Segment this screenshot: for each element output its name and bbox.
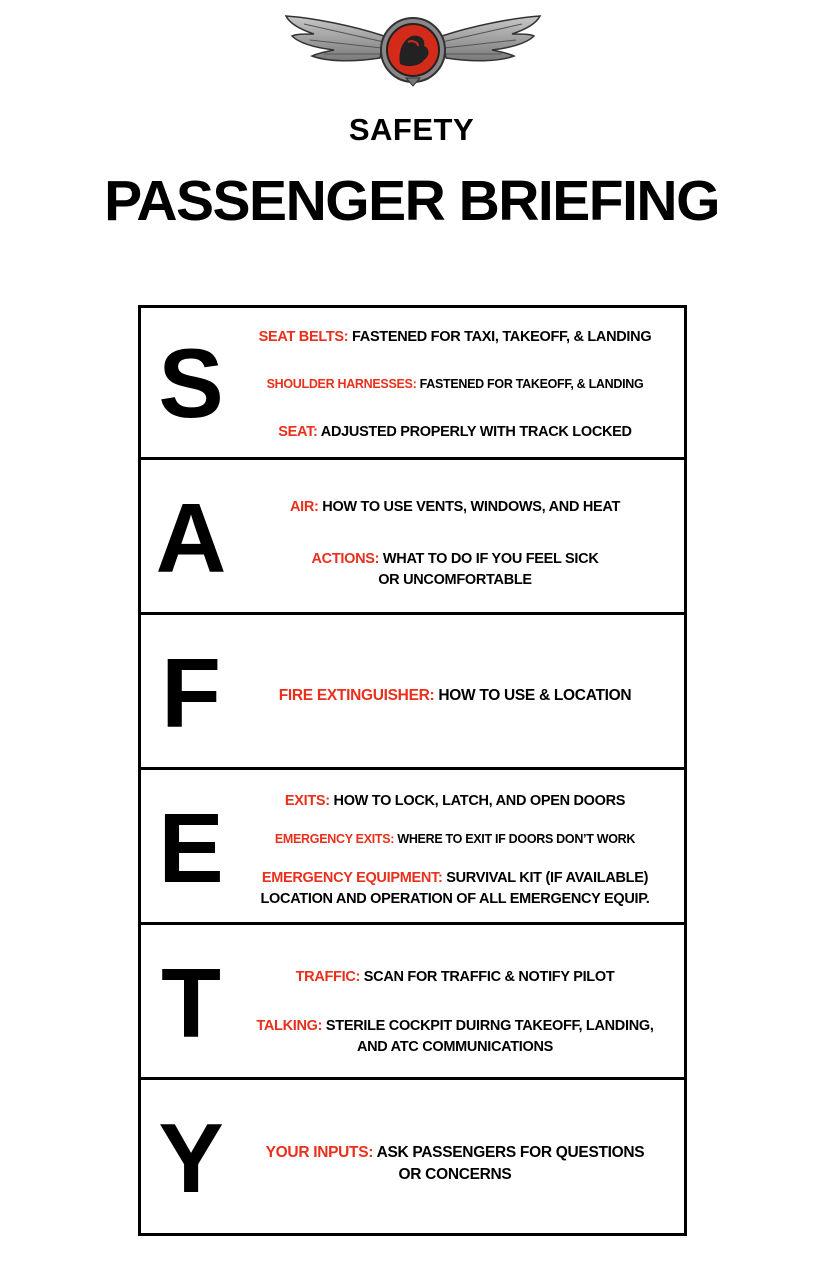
safety-table [138,305,687,1236]
item-label: EXITS: [284,793,330,809]
item-line [229,791,681,812]
item-label: SHOULDER HARNESSES: [266,377,417,391]
item-label: TALKING: [256,1018,323,1034]
row-a [141,463,684,615]
item-line [229,967,681,988]
row-t [141,928,684,1080]
row-letter: T [161,947,221,1058]
winged-emblem-icon [284,8,542,88]
item-line-cont: OR UNCOMFORTABLE [378,572,532,588]
item-label: FIRE EXTINGUISHER: [278,687,435,704]
item-line [229,374,681,395]
item-text: ASK PASSENGERS FOR QUESTIONS [373,1144,645,1161]
item-line [229,327,681,348]
item-line [229,1016,681,1037]
page-title: PASSENGER BRIEFING [104,169,719,233]
item-label: YOUR INPUTS: [265,1144,374,1161]
item-label: ACTIONS: [311,551,380,567]
item-line [229,497,681,518]
item-line [229,422,681,443]
item-text: SURVIVAL KIT (IF AVAILABLE) [442,870,649,886]
row-letter: Y [158,1103,224,1213]
item-text: HOW TO USE VENTS, WINDOWS, AND HEAT [318,499,621,515]
item-label: EMERGENCY EXITS: [274,832,395,846]
item-line [229,868,681,889]
row-letter: S [158,327,224,438]
row-letter: E [158,792,224,903]
item-text: ADJUSTED PROPERLY WITH TRACK LOCKED [317,424,632,440]
item-text: SCAN FOR TRAFFIC & NOTIFY PILOT [360,969,615,985]
subtitle: SAFETY [348,112,475,147]
item-label: SEAT BELTS: [258,329,349,345]
item-label: AIR: [289,499,319,515]
item-text: HOW TO LOCK, LATCH, AND OPEN DOORS [329,793,626,809]
item-line [229,549,681,570]
item-text: FASTENED FOR TAKEOFF, & LANDING [416,377,644,391]
item-line-cont: OR CONCERNS [398,1166,512,1183]
item-text: WHAT TO DO IF YOU FEEL SICK [379,551,599,567]
row-letter: A [155,482,227,593]
item-label: TRAFFIC: [295,969,361,985]
row-letter: F [161,637,221,748]
item-text: WHERE TO EXIT IF DOORS DON’T WORK [394,832,636,846]
item-line [229,685,681,706]
item-line-cont: AND ATC COMMUNICATIONS [356,1039,554,1055]
item-text: HOW TO USE & LOCATION [434,687,632,704]
item-label: SEAT: [278,424,318,440]
item-line [229,829,681,850]
row-y [141,1083,684,1233]
item-line-cont: LOCATION AND OPERATION OF ALL EMERGENCY EQUIP. [260,891,650,907]
item-label: EMERGENCY EQUIPMENT: [261,870,443,886]
item-text: STERILE COCKPIT DUIRNG TAKEOFF, LANDING, [322,1018,654,1034]
item-line [229,1142,681,1163]
row-e [141,773,684,925]
row-f [141,618,684,770]
row-s [141,308,684,460]
item-text: FASTENED FOR TAXI, TAKEOFF, & LANDING [348,329,652,345]
